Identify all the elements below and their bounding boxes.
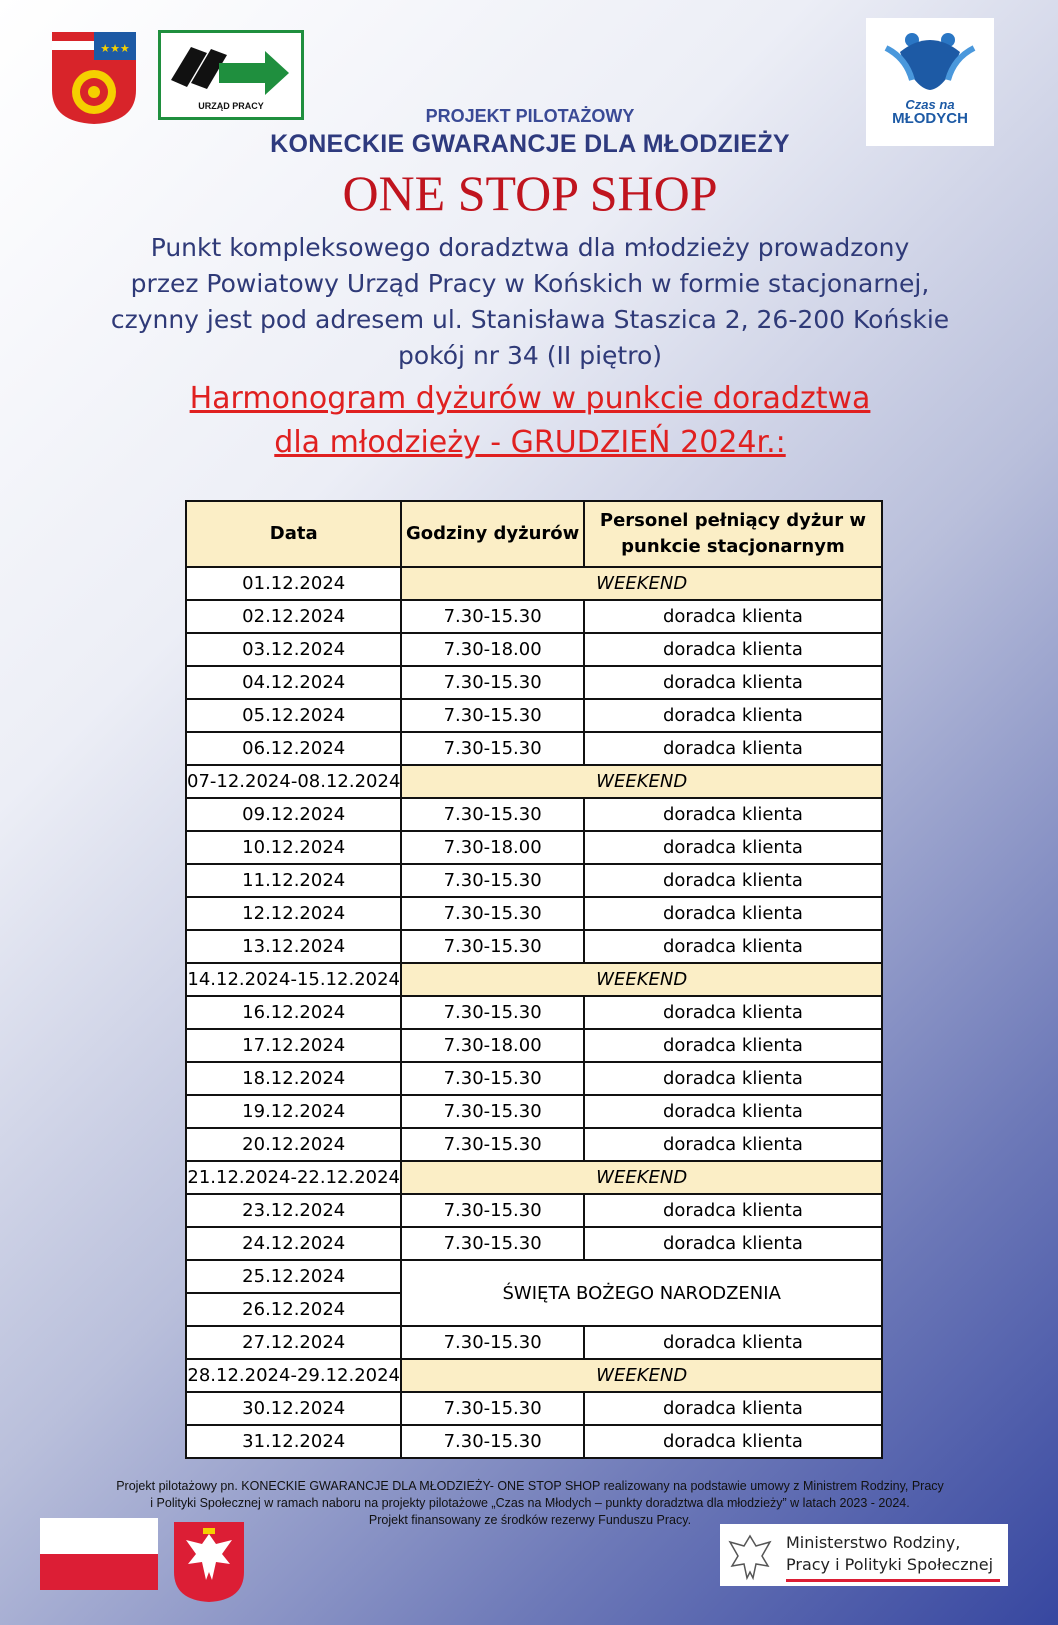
cell-hours: 7.30-15.30 xyxy=(401,600,583,633)
table-row xyxy=(186,633,882,666)
table-row xyxy=(186,600,882,633)
table-row xyxy=(186,1227,882,1260)
cell-date: 23.12.2024 xyxy=(186,1194,401,1227)
cell-date: 06.12.2024 xyxy=(186,732,401,765)
table-row xyxy=(186,963,882,996)
cell-staff: doradca klienta xyxy=(584,897,882,930)
cell-hours: 7.30-15.30 xyxy=(401,1425,583,1458)
cell-date: 31.12.2024 xyxy=(186,1425,401,1458)
footer-line: Projekt pilotażowy pn. KONECKIE GWARANCJE DLA MŁODZIEŻY- ONE STOP SHOP realizowany na podstawie umowy z Ministrem Rodziny, Pracy xyxy=(116,1479,944,1493)
cell-date: 11.12.2024 xyxy=(186,864,401,897)
cell-staff: doradca klienta xyxy=(584,732,882,765)
cell-hours: 7.30-15.30 xyxy=(401,798,583,831)
page-title: ONE STOP SHOP xyxy=(342,165,718,221)
schedule-heading-line: dla młodzieży - GRUDZIEŃ 2024r.: xyxy=(274,425,786,460)
table-row xyxy=(186,864,882,897)
ministry-eagle-icon xyxy=(726,1530,774,1582)
cell-staff: doradca klienta xyxy=(584,1194,882,1227)
table-row xyxy=(186,930,882,963)
cell-staff: doradca klienta xyxy=(584,1392,882,1425)
table-row xyxy=(186,1425,882,1458)
description-line: przez Powiatowy Urząd Pracy w Końskich w formie stacjonarnej, xyxy=(130,269,930,298)
table-row xyxy=(186,1260,882,1293)
cell-hours: 7.30-15.30 xyxy=(401,1227,583,1260)
cell-hours: 7.30-15.30 xyxy=(401,699,583,732)
cell-hours: 7.30-18.00 xyxy=(401,1029,583,1062)
cell-date: 12.12.2024 xyxy=(186,897,401,930)
cell-holiday: ŚWIĘTA BOŻEGO NARODZENIA xyxy=(401,1260,882,1326)
table-row xyxy=(186,996,882,1029)
cell-staff: doradca klienta xyxy=(584,930,882,963)
table-row xyxy=(186,798,882,831)
polish-flag-icon xyxy=(40,1518,158,1590)
table-row xyxy=(186,1128,882,1161)
cell-weekend: WEEKEND xyxy=(401,567,882,600)
cell-staff: doradca klienta xyxy=(584,1029,882,1062)
table-row xyxy=(186,699,882,732)
table-row xyxy=(186,897,882,930)
cell-hours: 7.30-15.30 xyxy=(401,1326,583,1359)
cell-date: 10.12.2024 xyxy=(186,831,401,864)
table-row xyxy=(186,1359,882,1392)
cell-hours: 7.30-15.30 xyxy=(401,732,583,765)
czas-na-label: Czas na xyxy=(905,97,955,112)
cell-staff: doradca klienta xyxy=(584,798,882,831)
cell-weekend: WEEKEND xyxy=(401,1359,882,1392)
ministry-logo xyxy=(720,1524,1008,1586)
table-row xyxy=(186,1029,882,1062)
column-header-hours: Godziny dyżurów xyxy=(401,501,583,567)
cell-date: 02.12.2024 xyxy=(186,600,401,633)
table-row xyxy=(186,1326,882,1359)
mlodych-label: MŁODYCH xyxy=(892,110,968,127)
cell-date: 25.12.2024 xyxy=(186,1260,401,1293)
cell-hours: 7.30-18.00 xyxy=(401,633,583,666)
cell-hours: 7.30-15.30 xyxy=(401,1062,583,1095)
cell-hours: 7.30-18.00 xyxy=(401,831,583,864)
cell-date: 04.12.2024 xyxy=(186,666,401,699)
cell-hours: 7.30-15.30 xyxy=(401,1194,583,1227)
cell-staff: doradca klienta xyxy=(584,1062,882,1095)
program-name: KONECKIE GWARANCJE DLA MŁODZIEŻY xyxy=(270,130,790,158)
cell-hours: 7.30-15.30 xyxy=(401,1095,583,1128)
pilot-project-label: PROJEKT PILOTAŻOWY xyxy=(425,106,635,126)
cell-staff: doradca klienta xyxy=(584,1227,882,1260)
cell-date: 21.12.2024-22.12.2024 xyxy=(186,1161,401,1194)
cell-date: 05.12.2024 xyxy=(186,699,401,732)
description xyxy=(60,230,1000,374)
table-row xyxy=(186,831,882,864)
cell-staff: doradca klienta xyxy=(584,600,882,633)
cell-date: 03.12.2024 xyxy=(186,633,401,666)
cell-date: 20.12.2024 xyxy=(186,1128,401,1161)
ministry-name-line: Ministerstwo Rodziny, xyxy=(786,1533,961,1552)
cell-date: 30.12.2024 xyxy=(186,1392,401,1425)
footer-line: i Polityki Społecznej w ramach naboru na projekty pilotażowe „Czas na Młodych – punkty doradztwa dla młodzieży” w latach 2023 - 2024. xyxy=(150,1496,910,1510)
cell-hours: 7.30-15.30 xyxy=(401,666,583,699)
cell-date: 24.12.2024 xyxy=(186,1227,401,1260)
cell-staff: doradca klienta xyxy=(584,666,882,699)
schedule-heading xyxy=(60,377,1000,465)
cell-hours: 7.30-15.30 xyxy=(401,1128,583,1161)
urzad-pracy-label: URZĄD PRACY xyxy=(198,101,264,111)
description-line: czynny jest pod adresem ul. Stanisława Staszica 2, 26-200 Końskie xyxy=(110,305,950,334)
table-row xyxy=(186,666,882,699)
column-header-date: Data xyxy=(186,501,401,567)
table-row xyxy=(186,765,882,798)
table-row xyxy=(186,1392,882,1425)
ministry-name-line: Pracy i Polityki Społecznej xyxy=(786,1555,994,1574)
cell-staff: doradca klienta xyxy=(584,1425,882,1458)
cell-date: 19.12.2024 xyxy=(186,1095,401,1128)
column-header-staff: Personel pełniący dyżur w punkcie stacjonarnym xyxy=(584,501,882,567)
cell-date: 01.12.2024 xyxy=(186,567,401,600)
cell-hours: 7.30-15.30 xyxy=(401,1392,583,1425)
description-line: Punkt kompleksowego doradztwa dla młodzieży prowadzony xyxy=(150,233,910,262)
schedule-table xyxy=(185,500,883,1459)
polish-eagle-emblem-icon xyxy=(172,1520,246,1604)
cell-weekend: WEEKEND xyxy=(401,765,882,798)
table-row xyxy=(186,732,882,765)
cell-date: 13.12.2024 xyxy=(186,930,401,963)
table-row xyxy=(186,1062,882,1095)
cell-hours: 7.30-15.30 xyxy=(401,930,583,963)
footer-line: Projekt finansowany ze środków rezerwy Funduszu Pracy. xyxy=(368,1513,692,1527)
table-row xyxy=(186,567,882,600)
table-row xyxy=(186,1161,882,1194)
cell-staff: doradca klienta xyxy=(584,633,882,666)
cell-hours: 7.30-15.30 xyxy=(401,897,583,930)
cell-staff: doradca klienta xyxy=(584,1128,882,1161)
cell-date: 28.12.2024-29.12.2024 xyxy=(186,1359,401,1392)
description-line: pokój nr 34 (II piętro) xyxy=(398,341,662,370)
cell-hours: 7.30-15.30 xyxy=(401,996,583,1029)
cell-staff: doradca klienta xyxy=(584,996,882,1029)
cell-staff: doradca klienta xyxy=(584,1095,882,1128)
table-row xyxy=(186,1194,882,1227)
cell-date: 26.12.2024 xyxy=(186,1293,401,1326)
cell-date: 14.12.2024-15.12.2024 xyxy=(186,963,401,996)
cell-date: 27.12.2024 xyxy=(186,1326,401,1359)
svg-text:★★★: ★★★ xyxy=(100,42,130,55)
cell-hours: 7.30-15.30 xyxy=(401,864,583,897)
cell-staff: doradca klienta xyxy=(584,864,882,897)
cell-staff: doradca klienta xyxy=(584,831,882,864)
cell-date: 16.12.2024 xyxy=(186,996,401,1029)
cell-staff: doradca klienta xyxy=(584,1326,882,1359)
cell-date: 07-12.2024-08.12.2024 xyxy=(186,765,401,798)
schedule-heading-line: Harmonogram dyżurów w punkcie doradztwa xyxy=(189,381,871,416)
table-row xyxy=(186,1095,882,1128)
schedule-body xyxy=(186,567,882,1458)
cell-weekend: WEEKEND xyxy=(401,1161,882,1194)
cell-weekend: WEEKEND xyxy=(401,963,882,996)
cell-staff: doradca klienta xyxy=(584,699,882,732)
table-header-row xyxy=(186,501,882,567)
cell-date: 17.12.2024 xyxy=(186,1029,401,1062)
cell-date: 09.12.2024 xyxy=(186,798,401,831)
cell-date: 18.12.2024 xyxy=(186,1062,401,1095)
